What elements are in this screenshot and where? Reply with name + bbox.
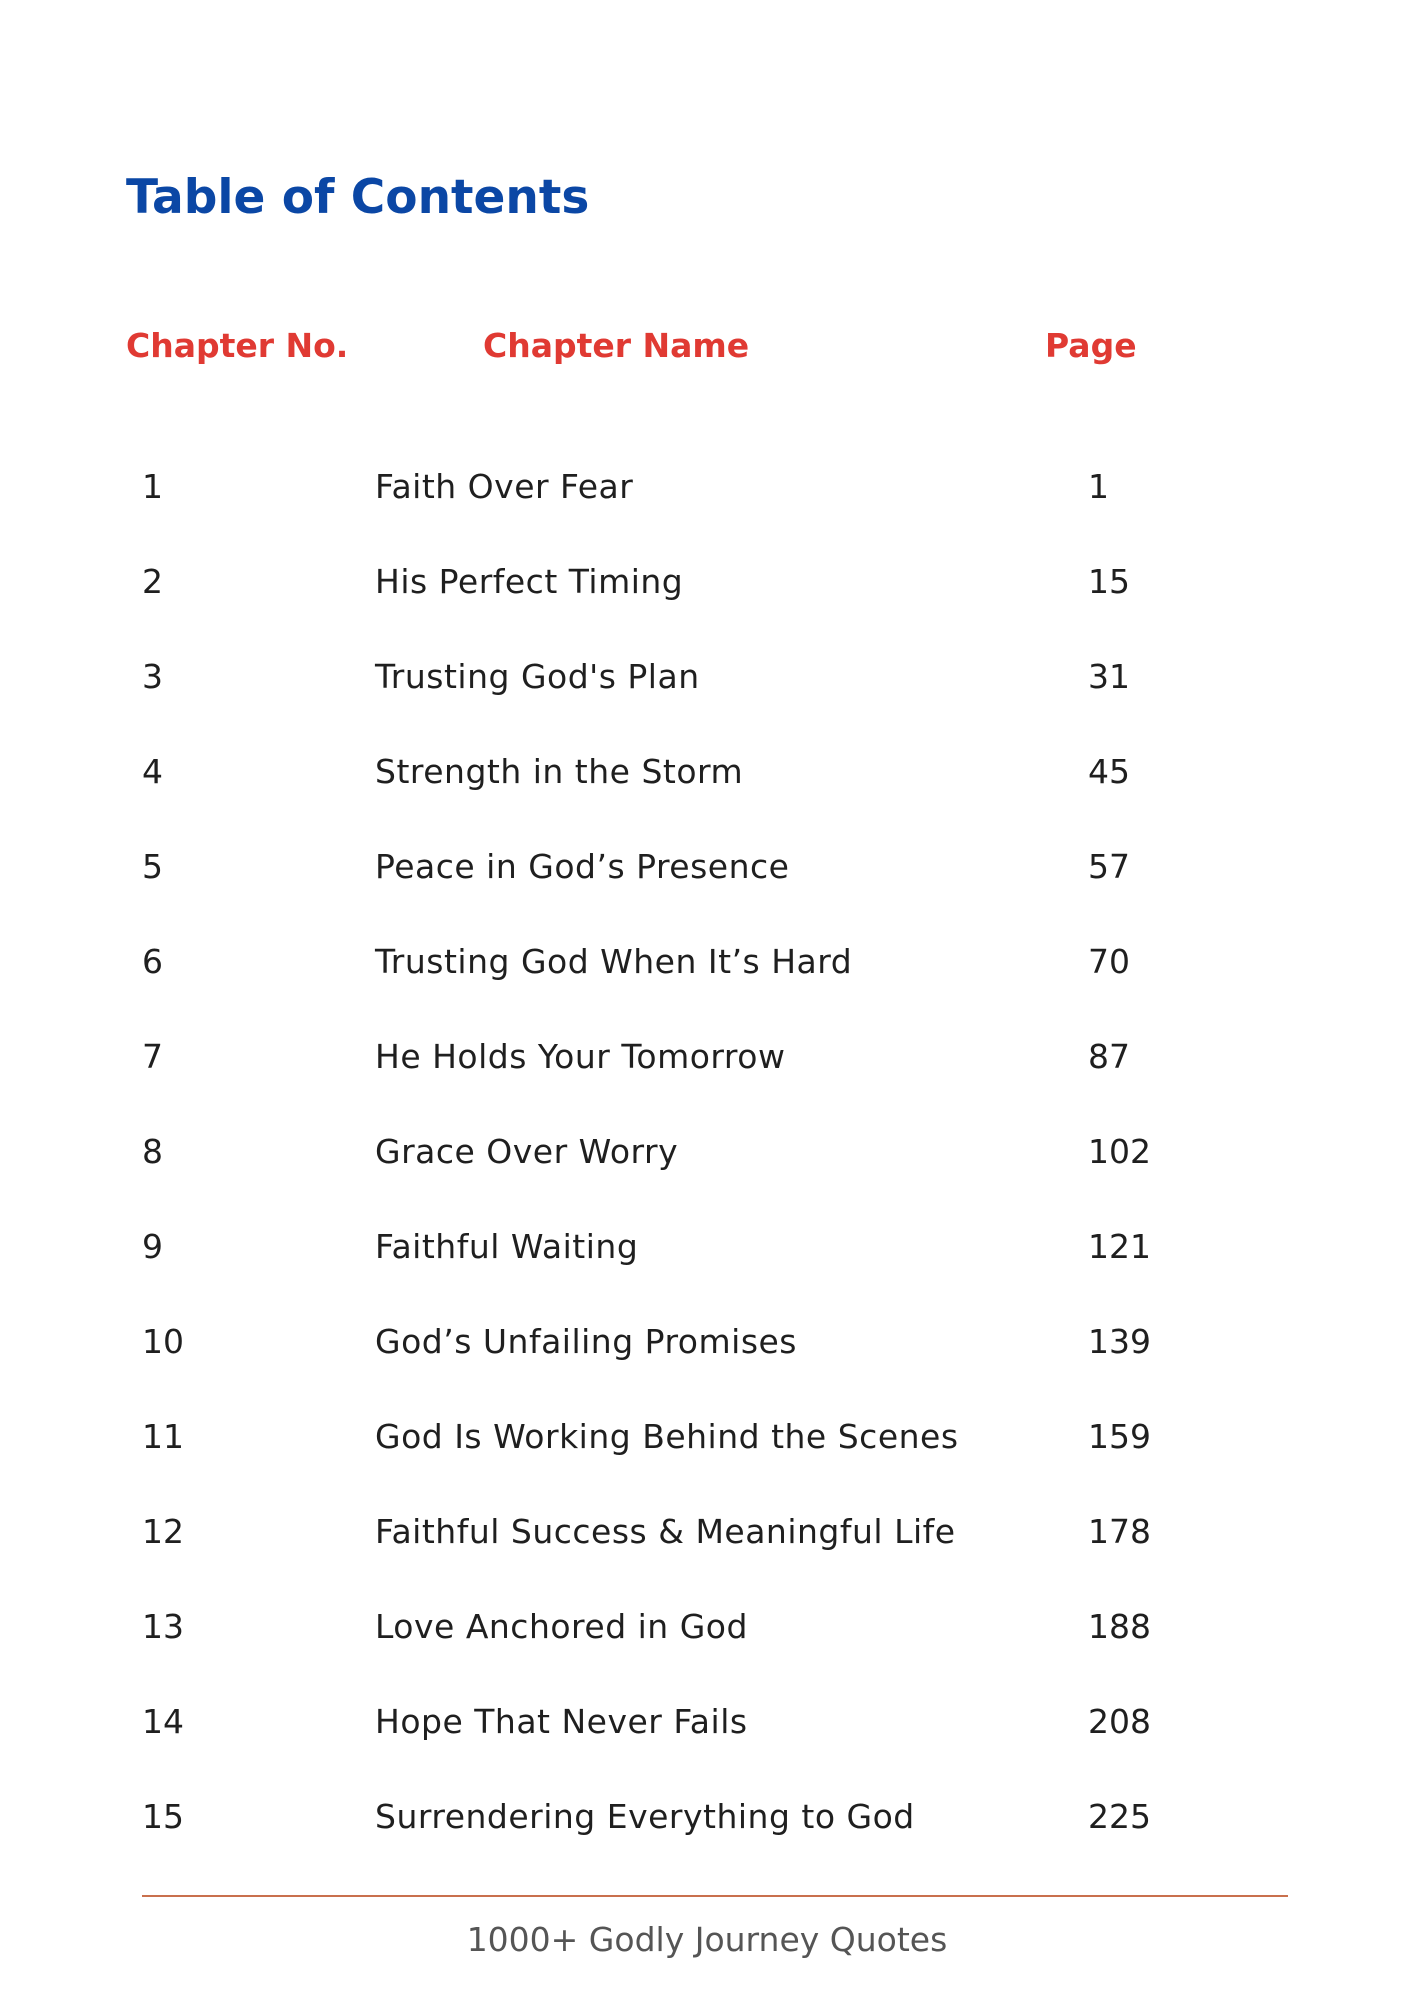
toc-row[interactable] [0,535,1414,630]
chapter-page: 178 [1088,1512,1151,1551]
chapter-page: 1 [1088,467,1109,506]
toc-list [0,440,1414,1865]
chapter-page: 31 [1088,657,1130,696]
chapter-name: Love Anchored in God [375,1607,748,1646]
toc-row[interactable] [0,1580,1414,1675]
chapter-page: 87 [1088,1037,1130,1076]
chapter-name: He Holds Your Tomorrow [375,1037,786,1076]
chapter-name: Grace Over Worry [375,1132,679,1171]
chapter-name: God Is Working Behind the Scenes [375,1417,959,1456]
chapter-number: 1 [142,467,163,506]
chapter-name: Hope That Never Fails [375,1702,748,1741]
toc-row[interactable] [0,915,1414,1010]
footer-divider [142,1895,1288,1897]
chapter-page: 139 [1088,1322,1151,1361]
chapter-number: 15 [142,1797,184,1836]
chapter-number: 7 [142,1037,163,1076]
chapter-number: 8 [142,1132,163,1171]
chapter-number: 3 [142,657,163,696]
page-title: Table of Contents [126,170,590,225]
chapter-name: His Perfect Timing [375,562,684,601]
chapter-page: 121 [1088,1227,1151,1266]
chapter-page: 102 [1088,1132,1151,1171]
toc-row[interactable] [0,1675,1414,1770]
chapter-number: 2 [142,562,163,601]
chapter-page: 45 [1088,752,1130,791]
chapter-page: 57 [1088,847,1130,886]
toc-row[interactable] [0,440,1414,535]
toc-row[interactable] [0,1485,1414,1580]
chapter-number: 12 [142,1512,184,1551]
footer-book-title: 1000+ Godly Journey Quotes [466,1920,948,1959]
chapter-number: 11 [142,1417,184,1456]
header-chapter-no: Chapter No. [126,326,349,365]
header-page: Page [1045,326,1137,365]
toc-row[interactable] [0,820,1414,915]
chapter-number: 13 [142,1607,184,1646]
chapter-number: 6 [142,942,163,981]
chapter-name: Faithful Success & Meaningful Life [375,1512,956,1551]
chapter-name: God’s Unfailing Promises [375,1322,798,1361]
toc-row[interactable] [0,1295,1414,1390]
chapter-name: Surrendering Everything to God [375,1797,915,1836]
chapter-page: 208 [1088,1702,1151,1741]
chapter-number: 9 [142,1227,163,1266]
toc-row[interactable] [0,1200,1414,1295]
chapter-number: 4 [142,752,163,791]
toc-row[interactable] [0,1105,1414,1200]
chapter-name: Peace in God’s Presence [375,847,790,886]
header-chapter-name: Chapter Name [483,326,750,365]
chapter-page: 188 [1088,1607,1151,1646]
chapter-number: 10 [142,1322,184,1361]
toc-row[interactable] [0,630,1414,725]
chapter-page: 70 [1088,942,1130,981]
chapter-page: 225 [1088,1797,1151,1836]
chapter-number: 5 [142,847,163,886]
chapter-page: 159 [1088,1417,1151,1456]
chapter-name: Trusting God's Plan [375,657,700,696]
chapter-name: Faith Over Fear [375,467,634,506]
chapter-name: Trusting God When It’s Hard [375,942,853,981]
toc-row[interactable] [0,1390,1414,1485]
toc-row[interactable] [0,725,1414,820]
toc-row[interactable] [0,1010,1414,1105]
chapter-number: 14 [142,1702,184,1741]
chapter-name: Faithful Waiting [375,1227,639,1266]
chapter-name: Strength in the Storm [375,752,744,791]
toc-row[interactable] [0,1770,1414,1865]
chapter-page: 15 [1088,562,1130,601]
